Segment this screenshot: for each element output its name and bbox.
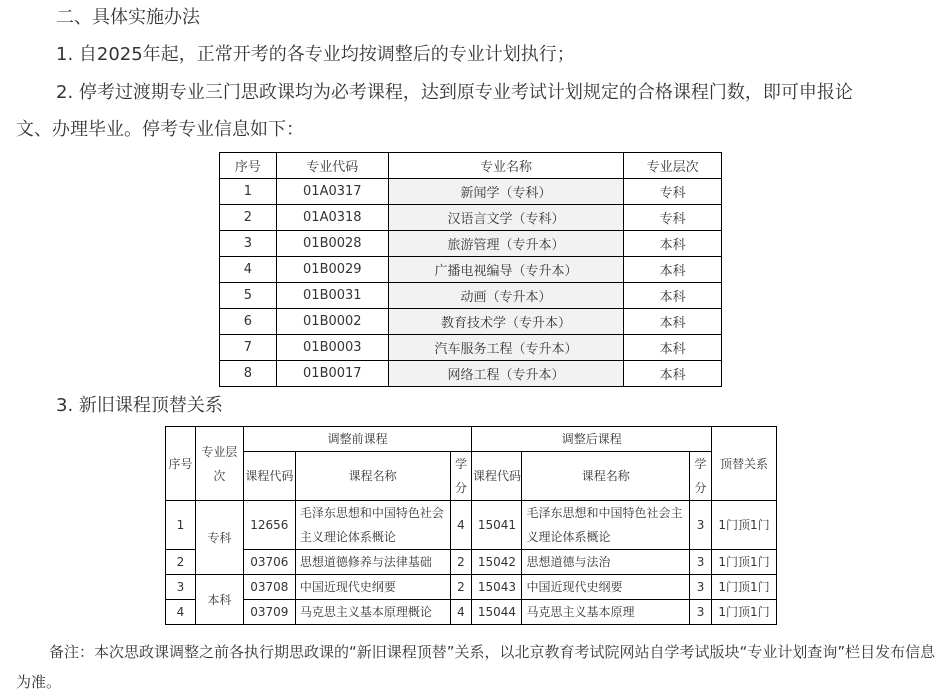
cell-level: 本科 [624, 335, 722, 361]
cell-relation: 1门顶1门 [712, 575, 777, 600]
cell-name: 教育技术学（专升本） [388, 309, 623, 335]
table-row [220, 283, 722, 309]
cell-level: 本科 [195, 575, 243, 625]
cell-new-name: 思想道德与法治 [522, 550, 690, 575]
item-2-line-2: 文、办理毕业。停考专业信息如下： [16, 119, 304, 140]
table-row [166, 501, 777, 550]
cell-level: 本科 [624, 309, 722, 335]
table-row [220, 231, 722, 257]
header-before: 调整前课程 [243, 427, 472, 452]
cell-level: 本科 [624, 257, 722, 283]
cell-old-credit: 4 [450, 501, 472, 550]
cell-new-name: 毛泽东思想和中国特色社会主义理论体系概论 [522, 501, 690, 550]
header-old-name: 课程名称 [295, 452, 450, 501]
cell-seq: 3 [166, 575, 196, 600]
cell-old-name: 毛泽东思想和中国特色社会主义理论体系概论 [295, 501, 450, 550]
section-heading: 二、具体实施办法 [56, 7, 200, 28]
header-level: 专业层次 [624, 153, 722, 179]
footnote: 备注：本次思政课调整之前各执行期思政课的“新旧课程顶替”关系，以北京教育考试院网站自学考试版块“专业计划查询”栏目发布信息为准。 [16, 643, 936, 691]
cell-seq: 4 [220, 257, 277, 283]
table-header-row [220, 153, 722, 179]
header-name: 专业名称 [388, 153, 623, 179]
cell-new-code: 15041 [472, 501, 522, 550]
cell-old-name: 中国近现代史纲要 [295, 575, 450, 600]
header-new-name: 课程名称 [522, 452, 690, 501]
cell-new-code: 15044 [472, 600, 522, 625]
cell-seq: 1 [220, 179, 277, 205]
cell-level: 专科 [624, 205, 722, 231]
table-subheader-row [166, 452, 777, 501]
item-1: 1. 自2025年起，正常开考的各专业均按调整后的专业计划执行； [56, 44, 575, 65]
cell-name: 动画（专升本） [388, 283, 623, 309]
cell-seq: 2 [166, 550, 196, 575]
cell-old-credit: 2 [450, 575, 472, 600]
cell-old-credit: 4 [450, 600, 472, 625]
header-seq: 序号 [166, 427, 196, 501]
cell-name: 旅游管理（专升本） [388, 231, 623, 257]
table-row [220, 309, 722, 335]
header-old-code: 课程代码 [243, 452, 295, 501]
cell-seq: 4 [166, 600, 196, 625]
cell-old-credit: 2 [450, 550, 472, 575]
cell-level: 本科 [624, 231, 722, 257]
cell-level: 本科 [624, 283, 722, 309]
cell-relation: 1门顶1门 [712, 501, 777, 550]
cell-level: 本科 [624, 361, 722, 387]
cell-new-code: 15043 [472, 575, 522, 600]
cell-relation: 1门顶1门 [712, 600, 777, 625]
header-old-credit: 学分 [450, 452, 472, 501]
cell-old-code: 03706 [243, 550, 295, 575]
cell-old-code: 03709 [243, 600, 295, 625]
cell-old-name: 思想道德修养与法律基础 [295, 550, 450, 575]
cell-new-credit: 3 [690, 575, 712, 600]
course-replacement-table [165, 426, 777, 625]
header-seq: 序号 [220, 153, 277, 179]
cell-old-name: 马克思主义基本原理概论 [295, 600, 450, 625]
table-row [220, 335, 722, 361]
cell-seq: 3 [220, 231, 277, 257]
cell-code: 01B0028 [276, 231, 388, 257]
cell-code: 01B0017 [276, 361, 388, 387]
cell-seq: 1 [166, 501, 196, 550]
header-code: 专业代码 [276, 153, 388, 179]
cell-code: 01B0031 [276, 283, 388, 309]
cell-seq: 6 [220, 309, 277, 335]
header-new-code: 课程代码 [472, 452, 522, 501]
cell-old-code: 12656 [243, 501, 295, 550]
cell-seq: 7 [220, 335, 277, 361]
table-row [166, 600, 777, 625]
table-row [220, 257, 722, 283]
table-row [220, 179, 722, 205]
header-new-credit: 学分 [690, 452, 712, 501]
cell-code: 01B0003 [276, 335, 388, 361]
cell-relation: 1门顶1门 [712, 550, 777, 575]
cell-name: 汉语言文学（专科） [388, 205, 623, 231]
cell-new-code: 15042 [472, 550, 522, 575]
cell-seq: 8 [220, 361, 277, 387]
header-relation: 顶替关系 [712, 427, 777, 501]
cell-seq: 5 [220, 283, 277, 309]
cell-new-name: 中国近现代史纲要 [522, 575, 690, 600]
header-level: 专业层次 [195, 427, 243, 501]
cell-level: 专科 [195, 501, 243, 575]
cell-level: 专科 [624, 179, 722, 205]
cell-seq: 2 [220, 205, 277, 231]
cell-code: 01A0317 [276, 179, 388, 205]
cell-code: 01B0002 [276, 309, 388, 335]
table-row [220, 361, 722, 387]
cell-new-credit: 3 [690, 501, 712, 550]
table-row [220, 205, 722, 231]
table-row [166, 575, 777, 600]
cell-name: 新闻学（专科） [388, 179, 623, 205]
suspended-majors-table [219, 152, 722, 387]
cell-name: 汽车服务工程（专升本） [388, 335, 623, 361]
cell-new-credit: 3 [690, 600, 712, 625]
cell-new-credit: 3 [690, 550, 712, 575]
header-after: 调整后课程 [472, 427, 712, 452]
cell-old-code: 03708 [243, 575, 295, 600]
cell-code: 01B0029 [276, 257, 388, 283]
table-header-row [166, 427, 777, 452]
cell-name: 广播电视编导（专升本） [388, 257, 623, 283]
cell-name: 网络工程（专升本） [388, 361, 623, 387]
cell-new-name: 马克思主义基本原理 [522, 600, 690, 625]
item-2-line-1: 2. 停考过渡期专业三门思政课均为必考课程，达到原专业考试计划规定的合格课程门数，即可申报论 [56, 82, 853, 103]
item-3: 3. 新旧课程顶替关系 [56, 395, 223, 416]
table-row [166, 550, 777, 575]
cell-code: 01A0318 [276, 205, 388, 231]
